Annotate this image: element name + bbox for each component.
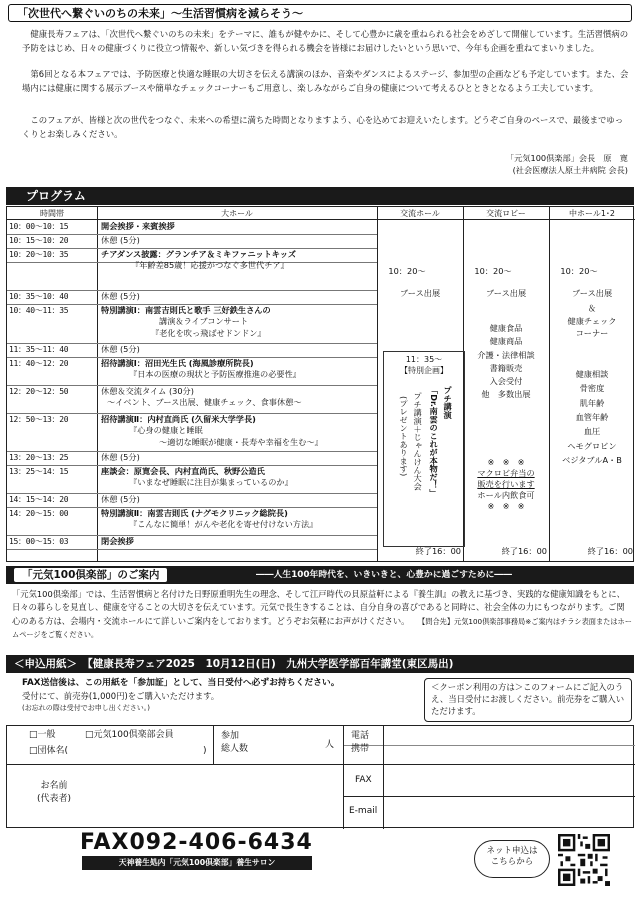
club-title: 「元気100倶楽部」のご案内: [14, 568, 167, 582]
special-event-subtitle: 「Dr.南雲のこれが本物だ！」: [429, 386, 440, 498]
row-main: 休憩 (5分): [101, 291, 140, 301]
application-form: [6, 725, 634, 828]
intro-title: 「次世代へ繋ぐいのちの未来」～生活習慣病を減らそう～: [8, 4, 632, 22]
row-time: 13：25～14：15: [9, 467, 69, 476]
row-time: 10：20～10：35: [9, 250, 69, 259]
apply-bar: ＜申込用紙＞ 【健康長寿フェア2025 10月12日(日) 九州大学医学部百年講堂(東区馬出): [6, 655, 634, 673]
row-time: 14：20～15：00: [9, 509, 69, 518]
row-time: 10：00～10：15: [9, 222, 69, 231]
type-general-checkbox[interactable]: □一般: [29, 730, 56, 740]
program-heading: プログラム: [6, 187, 634, 205]
row-time: 11：40～12：20: [9, 359, 69, 368]
header-kouryu-hall: 交流ホール: [377, 207, 463, 220]
intro-paragraph-1: 健康長寿フェアは、「次世代へ繋ぐいのちの未来」をテーマに、誰もが健やかに、そして心豊かに歳を重ねられる社会をめざして開催しています。生活習慣病の予防をはじめ、日々の健康づくりに役立つ情報や、新しい気づきを得られる機会を皆様にお届けしたいという思いで、今年も企画を重ねてまいりました。: [22, 29, 629, 53]
fax-number: FAX092-406-6434: [80, 830, 313, 855]
row-time: 11：35～11：40: [9, 345, 69, 354]
row-main: 休憩 (5分): [101, 494, 140, 504]
special-event-desc: プチ講演＋じゃんけん大会: [413, 392, 424, 491]
row-time: 10：15～10：20: [9, 236, 69, 245]
row-time: 12：20～12：50: [9, 387, 69, 396]
fax-label: FAX: [355, 775, 372, 785]
intro-paragraph-2: 第6回となる本フェアでは、予防医療と快適な睡眠の大切さを伝える講演のほか、音楽やダンスによるステージ、参加型の企画なども予定しています。また、会場内には健康に関する展示ブースや簡単なチェックコーナーもご用意し、楽しみながらご自身の健康について考えるひとときとなるよう工夫しています。: [22, 69, 629, 93]
kouryu-end: 終了16：00: [415, 546, 461, 556]
header-main-hall: 大ホール: [97, 207, 377, 220]
row-main: チアダンス披露：グランチア＆ミキファニットキッズ 『年齢差85歳！応援がつなぐ多世代チア』: [101, 249, 297, 271]
lobby-time: 10：20～: [474, 266, 512, 276]
group-name-close: ): [203, 746, 207, 756]
row-main: 開会挨拶・来賓挨拶: [101, 221, 175, 231]
program-table: [6, 206, 634, 562]
lobby-notes: ※ ※ ※ マクロビ弁当の 販売を行います ホール内飲食可 ※ ※ ※: [477, 457, 535, 512]
club-bar: [6, 566, 634, 584]
signature: [506, 152, 628, 177]
phone-label: 電話 携帯: [351, 731, 370, 755]
row-main: 特別講演Ⅰ：南雲吉則氏と歌手 三好鉄生さんの 講演＆ライブコンサート 『老化を吹っ飛ばせドンドン』: [101, 305, 271, 338]
row-main: 休憩 (5分): [101, 452, 140, 462]
row-main: 休憩 (5分): [101, 235, 140, 245]
intro-paragraph-3: このフェアが、皆様と次の世代をつなぐ、未来への希望に満ちた時間となりますよう、心を込めてお迎えいたします。どうぞご自身のペースで、最後までゆっくりとお楽しみください。: [22, 115, 624, 139]
club-description: 「元気100倶楽部」では、生活習慣病と名付けた日野原重明先生の理念、そして江戸時代の貝原益軒による『養生訓』の教えに基づき、実践的な健康知識をもとに、日々の暮らしを見直し、健康を守ることの大切さを伝えています。元気で長生きすることは、自分自身の喜びであると同時に、社会全体の力にもつながります。ご関心のある方は、会場内・交流ホールにて詳しいご案内をしております。どうぞお気軽にお声がけください。 【問合先】元気100倶楽部事務局※ご案内はチラシ表面またはホームページをご覧ください。: [12, 589, 632, 639]
row-main: 特別講演Ⅱ：南雲吉則氏 (ナグモクリニック総院長) 『こんなに簡単！がんや老化を寄せ付けない方法』: [101, 508, 318, 530]
special-event-box: [383, 351, 465, 547]
signature-affiliation: (社会医療法人原土井病院 会長): [512, 165, 628, 176]
club-subtitle: ――人生100年時代を、いきいきと、心豊かに過ごすために――: [256, 570, 512, 580]
type-group-checkbox[interactable]: □団体名(: [29, 746, 69, 756]
row-time: 10：35～10：40: [9, 292, 69, 301]
name-label: お名前 (代表者): [37, 781, 72, 805]
row-time: 13：20～13：25: [9, 453, 69, 462]
row-time: 15：00～15：03: [9, 537, 69, 546]
total-count-label: 参加 総人数: [221, 731, 249, 755]
lobby-items: 健康食品 健康商品 介護・法律相談 書籍販売 入会受付 他 多数出展: [477, 323, 535, 400]
email-label: E-mail: [349, 806, 378, 816]
type-member-checkbox[interactable]: □元気100倶楽部会員: [85, 730, 174, 740]
qr-code-icon[interactable]: [558, 834, 610, 886]
kouryu-booth: ブース出展: [399, 288, 441, 298]
naka-time: 10：20～: [560, 266, 598, 276]
row-main: 座談会：原寛会長、内村直尚氏、秋野公造氏 『いまなぜ睡眠に注目が集まっているのか』: [101, 466, 293, 488]
row-main: 閉会挨拶: [101, 536, 134, 546]
apply-instructions: FAX送信後は、この用紙を「参加証」として、当日受付へ必ずお持ちください。 受付にて、前売券(1,000円)をご購入いただけます。 (お忘れの際は受付でお申し出ください。): [22, 678, 340, 712]
special-event-header: 11：35～ 【特別企画】: [400, 355, 448, 376]
row-time: 12：50～13：20: [9, 415, 69, 424]
salon-name: 天神養生処内「元気100倶楽部」養生サロン: [82, 856, 312, 870]
naka-end: 終了16：00: [587, 546, 633, 556]
lobby-booth: ブース出展: [485, 288, 527, 298]
signature-name: 「元気100倶楽部」会長 原 寛: [505, 153, 628, 163]
header-time: 時間帯: [7, 207, 97, 220]
count-unit: 人: [325, 740, 335, 750]
header-lobby: 交流ロビー: [463, 207, 549, 220]
row-time: 14：15～14：20: [9, 495, 69, 504]
header-naka-hall: 中ホール1･2: [549, 207, 635, 220]
net-application-bubble[interactable]: ネット申込は こちらから: [474, 840, 550, 878]
club-contact: 【問合先】元気100倶楽部事務局※ご案内はチラシ表面またはホームページをご覧ください。: [12, 616, 632, 639]
lobby-end: 終了16：00: [501, 546, 547, 556]
kouryu-time: 10：20～: [388, 266, 426, 276]
naka-booth: ブース出展 ＆ 健康チェック コーナー: [567, 288, 617, 338]
row-time: 10：40～11：35: [9, 306, 69, 315]
special-event-title: プチ講演: [443, 386, 454, 419]
coupon-note: ＜クーポン利用の方は＞このフォームにご記入のうえ、当日受付にお渡しください。前売券をご購入いただけます。: [424, 678, 632, 722]
row-main: 招待講演Ⅱ：内村直尚氏 (久留米大学学長) 『心身の健康と睡眠 ～適切な睡眠が健康・長寿や幸福を生む～』: [101, 414, 323, 447]
row-main: 招待講演Ⅰ：沼田光生氏 (海風診療所院長) 『日本の医療の現状と予防医療推進の必要性』: [101, 358, 301, 380]
row-main: 休憩 (5分): [101, 344, 140, 354]
naka-items: 健康相談 骨密度 肌年齢 血管年齢 血圧 ヘモグロビン ベジタブルA・B: [562, 369, 622, 466]
row-main: 休憩＆交流タイム (30分) ～イベント、ブース出展、健康チェック、食事休憩～: [101, 386, 302, 408]
special-event-note: (プレゼントあります): [399, 396, 410, 477]
